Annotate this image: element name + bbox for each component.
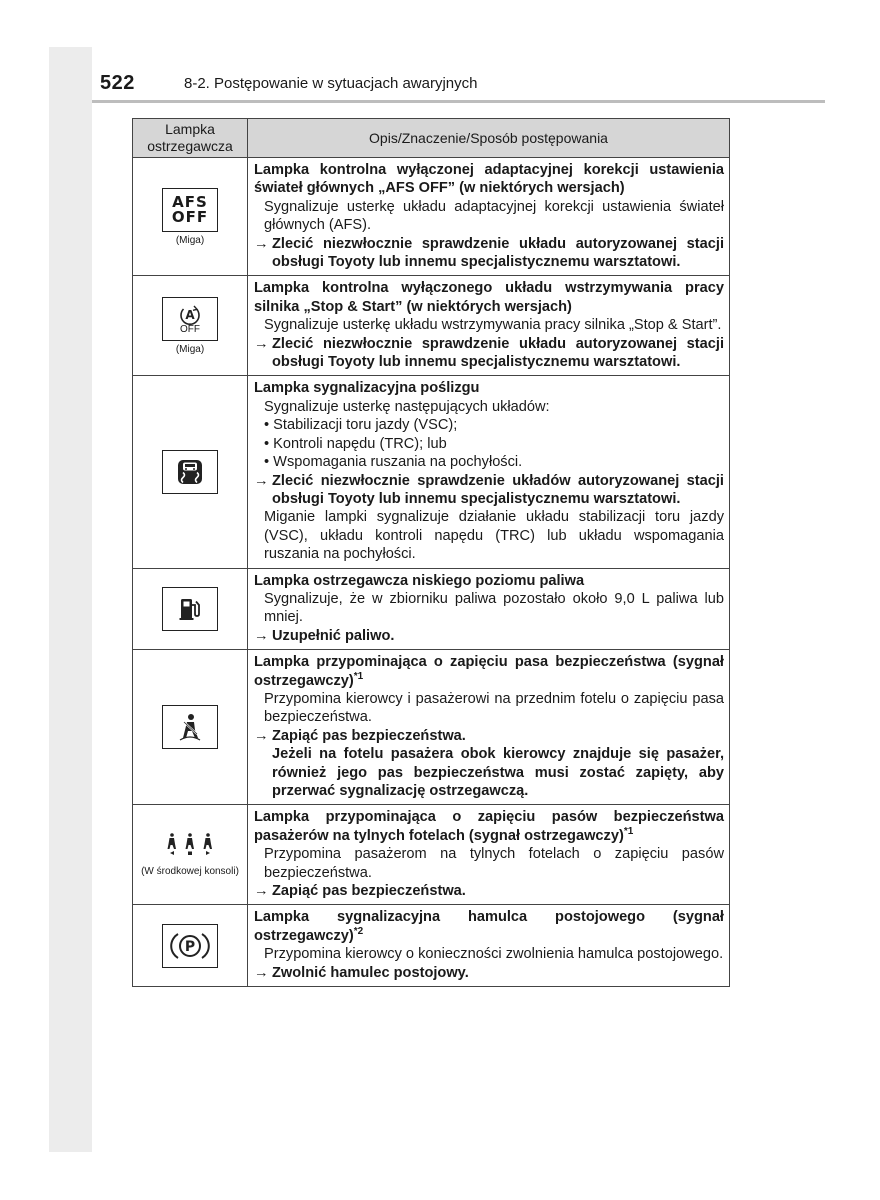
table-row bbox=[133, 905, 730, 987]
arrow-icon: → bbox=[254, 472, 269, 489]
lamp-cell bbox=[133, 568, 248, 650]
description-cell bbox=[248, 905, 730, 987]
table-row bbox=[133, 805, 730, 905]
warning-lamps-table bbox=[132, 118, 730, 987]
seatbelt-icon bbox=[168, 834, 213, 856]
lamp-text: Przypomina kierowcy o konieczności zwolnienia hamulca postojowego. bbox=[264, 946, 724, 963]
description-cell bbox=[248, 568, 730, 650]
lamp-caption: (Miga) bbox=[175, 343, 205, 355]
description-cell bbox=[248, 376, 730, 568]
parking-brake-icon bbox=[162, 924, 218, 968]
arrow-icon: → bbox=[254, 335, 269, 352]
action-detail: Jeżeli na fotelu pasażera obok kierowcy znajduje się pasażer, również jego pas bezpieczeństwa musi zostać zapięty, aby przerwać sygnalizację ostrzegawczą. bbox=[272, 746, 724, 799]
lamp-title: Lampka kontrolna wyłączonej adaptacyjnej korekcji ustawienia świateł głównych „AFS OFF” (w niektórych wersjach) bbox=[254, 162, 724, 197]
list-item: • Stabilizacji toru jazdy (VSC); bbox=[264, 417, 458, 434]
action-item bbox=[254, 727, 724, 745]
action-item bbox=[254, 472, 724, 509]
action-item bbox=[254, 964, 724, 982]
icon-label: OFF bbox=[171, 207, 209, 226]
lamp-cell bbox=[133, 905, 248, 987]
footnote-marker: *1 bbox=[353, 670, 364, 682]
lamp-text: Przypomina kierowcy i pasażerowi na przednim fotelu o zapięciu pasa bezpieczeństwa. bbox=[264, 690, 724, 726]
lamp-title: Lampka kontrolna wyłączonego układu wstrzymywania pracy silnika „Stop & Start” (w niektórych wersjach) bbox=[254, 280, 724, 315]
lamp-caption: (Miga) bbox=[175, 234, 205, 246]
action-text: Uzupełnić paliwo. bbox=[272, 627, 395, 644]
header-rule bbox=[92, 100, 825, 103]
action-item bbox=[254, 627, 724, 645]
page-number: 522 bbox=[100, 72, 135, 94]
action-item bbox=[254, 235, 724, 272]
icon-label: AFS bbox=[172, 192, 208, 211]
column-header-description: Opis/Znaczenie/Sposób postępowania bbox=[248, 119, 730, 158]
lamp-text: Sygnalizuje usterkę następujących układów: bbox=[264, 398, 550, 415]
afs-off-icon bbox=[162, 188, 218, 232]
lamp-text: Sygnalizuje, że w zbiorniku paliwa pozostało około 9,0 L paliwa lub mniej. bbox=[264, 590, 724, 626]
arrow-icon: → bbox=[254, 964, 269, 981]
description-cell bbox=[248, 650, 730, 805]
description-cell bbox=[248, 276, 730, 376]
lamp-cell bbox=[133, 376, 248, 568]
side-band bbox=[49, 47, 92, 1152]
svg-text:A: A bbox=[185, 308, 195, 323]
lamp-cell bbox=[133, 805, 248, 905]
lamp-note: Miganie lampki sygnalizuje działanie układu stabilizacji toru jazdy (VSC), układu kontroli napędu (TRC) lub układu wspomagania ruszania na pochyłości. bbox=[264, 509, 724, 563]
lamp-caption: (W środkowej konsoli) bbox=[141, 866, 239, 878]
lamp-text: Sygnalizuje usterkę układu wstrzymywania pracy silnika „Stop & Start”. bbox=[264, 317, 722, 334]
action-text: Zlecić niezwłocznie sprawdzenie układu autoryzowanej stacji obsługi Toyoty lub innemu specjalistycznemu warsztatowi. bbox=[272, 335, 724, 371]
arrow-icon: → bbox=[254, 727, 269, 744]
stop-start-off-icon bbox=[162, 297, 218, 341]
action-text: Zlecić niezwłocznie sprawdzenie układu autoryzowanej stacji obsługi Toyoty lub innemu specjalistycznemu warsztatowi. bbox=[272, 235, 724, 271]
icon-label: OFF bbox=[180, 324, 200, 336]
lamp-cell bbox=[133, 276, 248, 376]
lamp-text: Przypomina pasażerom na tylnych fotelach o zapięciu pasów bezpieczeństwa. bbox=[264, 846, 724, 881]
fuel-pump-icon bbox=[162, 587, 218, 631]
lamp-title: Lampka ostrzegawcza niskiego poziomu paliwa bbox=[254, 572, 585, 589]
lamp-cell bbox=[133, 158, 248, 276]
description-cell bbox=[248, 805, 730, 905]
rear-seatbelts-icon bbox=[135, 832, 245, 863]
seatbelt-icon bbox=[162, 705, 218, 749]
footnote-marker: *1 bbox=[623, 825, 634, 837]
action-text: Zapiąć pas bezpieczeństwa. bbox=[272, 883, 466, 900]
table-row bbox=[133, 568, 730, 650]
action-item bbox=[254, 335, 724, 372]
list-item: • Wspomagania ruszania na pochyłości. bbox=[264, 454, 523, 471]
arrow-icon: → bbox=[254, 627, 269, 644]
footnote-marker: *2 bbox=[353, 925, 364, 937]
action-item bbox=[254, 882, 724, 900]
lamp-title: Lampka sygnalizacyjna hamulca postojowego (sygnał ostrzegawczy)$^{*2}$ bbox=[254, 909, 724, 944]
column-header-lamp: Lampka ostrzegawcza bbox=[133, 119, 248, 158]
arrow-icon: → bbox=[254, 883, 269, 900]
lamp-cell bbox=[133, 650, 248, 805]
description-cell bbox=[248, 158, 730, 276]
stop-start-symbol bbox=[178, 302, 202, 326]
slip-indicator-icon bbox=[162, 450, 218, 494]
table-row bbox=[133, 158, 730, 276]
lamp-title: Lampka sygnalizacyjna poślizgu bbox=[254, 380, 480, 397]
table-row bbox=[133, 650, 730, 805]
section-title: 8-2. Postępowanie w sytuacjach awaryjnych bbox=[184, 75, 478, 92]
lamp-title: Lampka przypominająca o zapięciu pasa bezpieczeństwa (sygnał ostrzegawczy)$^{*1}$ bbox=[254, 654, 724, 689]
action-text: Zwolnić hamulec postojowy. bbox=[272, 964, 469, 981]
list-item: • Kontroli napędu (TRC); lub bbox=[264, 435, 447, 452]
table-header-row bbox=[133, 119, 730, 158]
action-text: Zapiąć pas bezpieczeństwa. bbox=[272, 727, 466, 744]
lamp-title: Lampka przypominająca o zapięciu pasów bezpieczeństwa pasażerów na tylnych fotelach (sygnał ostrzegawczy)$^{*1}$ bbox=[254, 809, 724, 844]
table-row bbox=[133, 276, 730, 376]
lamp-text: Sygnalizuje usterkę układu adaptacyjnej korekcji ustawienia świateł głównych (AFS). bbox=[264, 198, 724, 234]
action-text: Zlecić niezwłocznie sprawdzenie układów autoryzowanej stacji obsługi Toyoty lub innemu specjalistycznemu warsztatowi. bbox=[272, 472, 724, 507]
table-row bbox=[133, 376, 730, 568]
svg-text:P: P bbox=[184, 938, 196, 955]
arrow-icon: → bbox=[254, 235, 269, 252]
